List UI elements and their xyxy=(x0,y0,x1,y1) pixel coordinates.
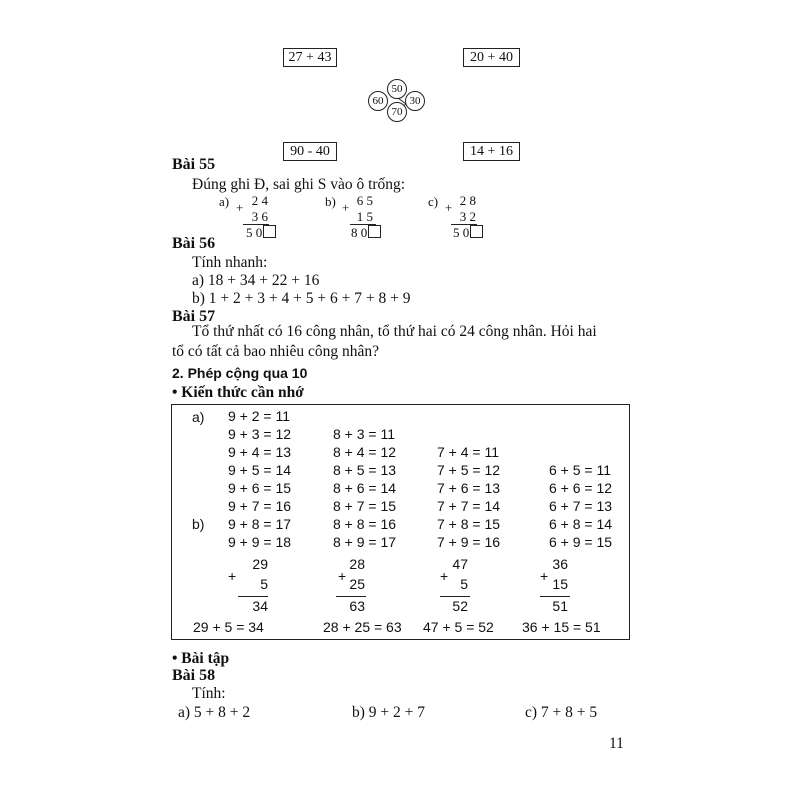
vertical-addition-1 xyxy=(228,556,268,616)
addend-bottom: 5 xyxy=(260,576,268,592)
plus-sign: + xyxy=(236,200,244,215)
equation-2: 28 + 25 = 63 xyxy=(323,619,402,635)
sum-result: 52 xyxy=(452,598,468,614)
equation-3: 47 + 5 = 52 xyxy=(423,619,494,635)
bai57-line2: tổ có tất cả bao nhiêu công nhân? xyxy=(172,343,380,360)
bai58-instruction: Tính: xyxy=(192,685,226,702)
fact-row: 8 + 5 = 13 xyxy=(333,462,397,478)
answer-checkbox-a[interactable] xyxy=(263,225,276,238)
bai57-title: Bài 57 xyxy=(172,308,216,325)
plus-sign: + xyxy=(445,200,453,215)
knowledge-heading: • Kiến thức cần nhớ xyxy=(172,384,304,401)
bai55-c-label: c) xyxy=(428,194,439,209)
fact-row: 7 + 9 = 16 xyxy=(437,534,501,550)
sum-rule xyxy=(540,596,570,597)
addend-bottom: 15 xyxy=(552,576,568,592)
fact-row: 9 + 2 = 11 xyxy=(228,408,291,424)
vertical-addition-3 xyxy=(440,556,480,616)
bai55-b-result xyxy=(351,225,381,241)
equation-1: 29 + 5 = 34 xyxy=(193,619,264,635)
sum-rule xyxy=(336,596,366,597)
addition-column-8 xyxy=(333,425,396,551)
bai56-title: Bài 56 xyxy=(172,235,216,252)
bai56-instruction: Tính nhanh: xyxy=(192,254,268,271)
plus-sign: + xyxy=(338,568,347,584)
bai55-a-result-value: 5 0 xyxy=(246,225,263,240)
fact-row: 6 + 6 = 12 xyxy=(549,480,613,496)
addend-top: 47 xyxy=(452,556,468,572)
plus-sign: + xyxy=(228,568,237,584)
bai55-a-result xyxy=(246,225,276,241)
fact-row: 7 + 6 = 13 xyxy=(437,480,501,496)
expression-box-top-right: 20 + 40 xyxy=(463,48,520,67)
sum-result: 63 xyxy=(349,598,365,614)
exercises-heading: • Bài tập xyxy=(172,650,230,667)
fact-row: 7 + 5 = 12 xyxy=(437,462,501,478)
fact-row: 6 + 7 = 13 xyxy=(549,498,613,514)
label-a: a) xyxy=(192,409,205,425)
addition-column-9 xyxy=(228,407,291,551)
bai58-c: c) 7 + 8 + 5 xyxy=(525,704,598,721)
sum-rule xyxy=(238,596,268,597)
answer-checkbox-b[interactable] xyxy=(368,225,381,238)
sum-result: 51 xyxy=(552,598,568,614)
bai55-a-mid: 3 6 xyxy=(251,209,268,224)
bai55-instruction: Đúng ghi Đ, sai ghi S vào ô trống: xyxy=(192,176,406,193)
expression-box-top-left: 27 + 43 xyxy=(283,48,337,67)
page-number: 11 xyxy=(609,735,624,752)
bai56-a: a) 18 + 34 + 22 + 16 xyxy=(192,272,320,289)
circle-bottom: 70 xyxy=(387,102,407,122)
bai57-line1: Tổ thứ nhất có 16 công nhân, tổ thứ hai có 24 công nhân. Hỏi hai xyxy=(192,323,597,340)
fact-row: 7 + 8 = 15 xyxy=(437,516,501,532)
bai55-b-label: b) xyxy=(325,194,336,209)
bai55-a-label: a) xyxy=(219,194,230,209)
fact-row: 7 + 7 = 14 xyxy=(437,498,501,514)
label-b: b) xyxy=(192,516,205,532)
fact-row: 9 + 7 = 16 xyxy=(228,498,292,514)
circle-left: 60 xyxy=(368,91,388,111)
bai55-title: Bài 55 xyxy=(172,156,216,173)
circle-right: 30 xyxy=(405,91,425,111)
bai55-c-mid: 3 2 xyxy=(459,209,476,224)
fact-row: 8 + 3 = 11 xyxy=(333,426,396,442)
sum-rule xyxy=(440,596,470,597)
addend-top: 28 xyxy=(349,556,365,572)
expression-box-bottom-left: 90 - 40 xyxy=(283,142,337,161)
fact-row: 6 + 5 = 11 xyxy=(549,462,612,478)
fact-row: 6 + 9 = 15 xyxy=(549,534,613,550)
plus-sign: + xyxy=(440,568,449,584)
fact-row: 8 + 9 = 17 xyxy=(333,534,397,550)
vertical-addition-4 xyxy=(540,556,580,616)
fact-row: 8 + 4 = 12 xyxy=(333,444,397,460)
addend-top: 29 xyxy=(252,556,268,572)
circle-top: 50 xyxy=(387,79,407,99)
bai55-b-top: 6 5 xyxy=(356,193,373,208)
bai55-a-top: 2 4 xyxy=(251,193,268,208)
plus-sign: + xyxy=(342,200,350,215)
fact-row: 8 + 7 = 15 xyxy=(333,498,397,514)
bai55-c-result-value: 5 0 xyxy=(453,225,470,240)
fact-row: 7 + 4 = 11 xyxy=(437,444,500,460)
bai56-b: b) 1 + 2 + 3 + 4 + 5 + 6 + 7 + 8 + 9 xyxy=(192,290,411,307)
bai55-b-mid: 1 5 xyxy=(356,209,373,224)
addend-bottom: 5 xyxy=(460,576,468,592)
fact-row: 9 + 9 = 18 xyxy=(228,534,292,550)
addend-bottom: 25 xyxy=(349,576,365,592)
bai58-a: a) 5 + 8 + 2 xyxy=(178,704,251,721)
equation-4: 36 + 15 = 51 xyxy=(522,619,601,635)
fact-row: 8 + 6 = 14 xyxy=(333,480,397,496)
bai55-c-top: 2 8 xyxy=(459,193,476,208)
bai55-b-result-value: 8 0 xyxy=(351,225,368,240)
fact-row: 9 + 4 = 13 xyxy=(228,444,292,460)
expression-box-bottom-right: 14 + 16 xyxy=(463,142,520,161)
answer-checkbox-c[interactable] xyxy=(470,225,483,238)
fact-row: 8 + 8 = 16 xyxy=(333,516,397,532)
bai58-title: Bài 58 xyxy=(172,667,216,684)
addend-top: 36 xyxy=(552,556,568,572)
plus-sign: + xyxy=(540,568,549,584)
addition-column-7 xyxy=(437,443,500,551)
bai55-c-result xyxy=(453,225,483,241)
sum-result: 34 xyxy=(252,598,268,614)
fact-row: 9 + 5 = 14 xyxy=(228,462,292,478)
fact-row: 9 + 6 = 15 xyxy=(228,480,292,496)
vertical-addition-2 xyxy=(338,556,378,616)
bai58-b: b) 9 + 2 + 7 xyxy=(352,704,426,721)
section-title: 2. Phép cộng qua 10 xyxy=(172,365,308,381)
fact-row: 9 + 3 = 12 xyxy=(228,426,292,442)
fact-row: 9 + 8 = 17 xyxy=(228,516,292,532)
fact-row: 6 + 8 = 14 xyxy=(549,516,613,532)
addition-column-6 xyxy=(549,461,612,551)
